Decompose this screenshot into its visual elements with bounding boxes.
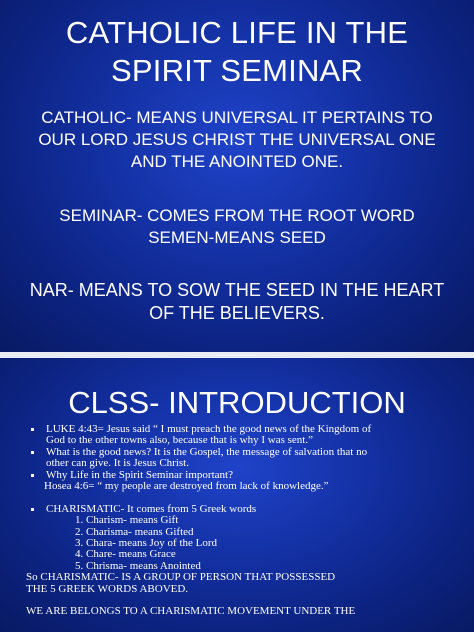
text-line: OF THE BELIEVERS. <box>149 303 325 323</box>
greek-word-item: 2. Charisma- means Gifted <box>75 525 194 538</box>
greek-word-item: 5. Chrisma- means Anointed <box>75 559 201 572</box>
bullet-luke <box>30 424 460 447</box>
bullet-square-icon <box>31 508 34 511</box>
text-line: CATHOLIC- MEANS UNIVERSAL IT PERTAINS TO <box>41 108 433 127</box>
bullet-square-icon <box>31 428 34 431</box>
text-line: NAR- MEANS TO SOW THE SEED IN THE HEART <box>29 280 445 300</box>
text-line: OUR LORD JESUS CHRIST THE UNIVERSAL ONE <box>38 130 436 149</box>
nar-definition <box>8 279 466 325</box>
slide-title: CLSS- INTRODUCTION <box>68 385 406 420</box>
text-line: God to the other towns also, because that is why I was sent.” <box>46 434 313 447</box>
slide-introduction <box>0 358 474 632</box>
greek-word-item: 3. Chara- means Joy of the Lord <box>75 537 218 550</box>
text-line: AND THE ANOINTED ONE. <box>130 152 344 171</box>
greek-word-item: 1. Charism- means Gift <box>75 514 179 527</box>
text-line: What is the good news? It is the Gospel, the message of salvation that no <box>46 445 368 458</box>
bullet-why <box>30 470 460 481</box>
bullet-charismatic <box>30 504 460 515</box>
catholic-definition <box>8 107 466 173</box>
bullet-square-icon <box>31 474 34 477</box>
summary-line: So CHARISMATIC- IS A GROUP OF PERSON THAT POSSESSED <box>26 571 336 584</box>
text-line: LUKE 4:43= Jesus said “ I must preach the good news of the Kingdom of <box>46 423 372 435</box>
hosea-verse: Hosea 4:6= “ my people are destroyed from lack of knowledge.” <box>44 480 329 493</box>
text-line: SEMINAR- COMES FROM THE ROOT WORD <box>59 206 415 225</box>
summary-line: THE 5 GREEK WORDS ABOVED. <box>26 582 189 595</box>
bullet-square-icon <box>31 451 34 454</box>
text-line: CHARISMATIC- It comes from 5 Greek words <box>46 502 257 515</box>
slide-title <box>0 14 474 90</box>
text-line: SEMEN-MEANS SEED <box>148 228 326 247</box>
title-line: SPIRIT SEMINAR <box>111 53 363 88</box>
text-line: other can give. It is Jesus Christ. <box>46 457 189 470</box>
greek-word-item: 4. Chare- means Grace <box>75 548 176 561</box>
movement-line: WE ARE BELONGS TO A CHARISMATIC MOVEMENT UNDER THE <box>26 605 356 618</box>
text-line: Why Life in the Spirit Seminar important? <box>46 468 233 481</box>
title-line: CATHOLIC LIFE IN THE <box>65 15 409 50</box>
bullet-good-news <box>30 447 460 470</box>
slide-body <box>26 423 460 618</box>
seminar-definition <box>8 205 466 249</box>
